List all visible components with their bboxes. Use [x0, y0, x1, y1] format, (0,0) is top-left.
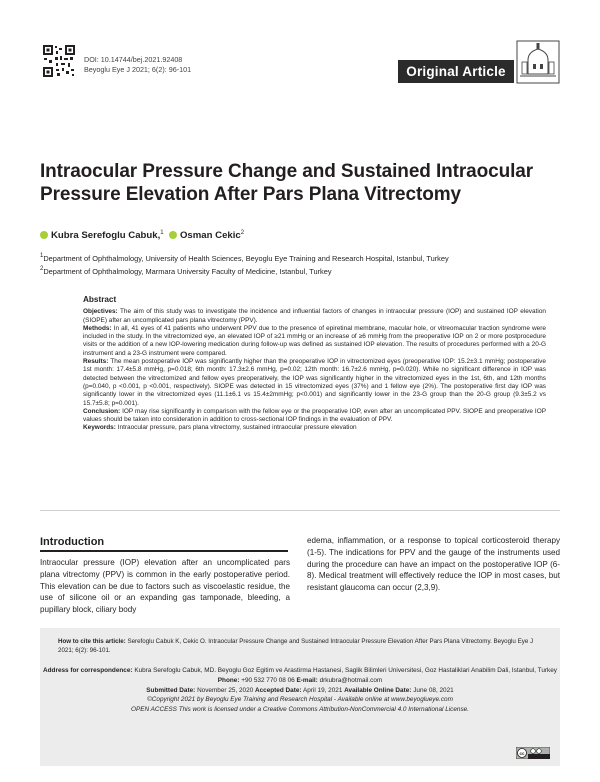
- article-type-badge: Original Article: [398, 60, 514, 83]
- author-sup: 2: [240, 230, 245, 236]
- article-title: Intraocular Pressure Change and Sustained Intraocular Pressure Elevation After Pars Plana Vitrectomy: [40, 161, 534, 205]
- abstract-keywords: [83, 424, 546, 432]
- abstract-divider: [40, 510, 560, 511]
- results-label: Results:: [83, 358, 109, 366]
- affiliation-text: Department of Ophthalmology, University of Health Sciences, Beyoglu Eye Training and Research Hospital, Istanbul, Turkey: [43, 254, 449, 263]
- online-date: June 08, 2021: [413, 686, 454, 694]
- abstract-conclusion: [83, 408, 546, 425]
- abstract-methods: [83, 325, 546, 358]
- author-name: Kubra Serefoglu Cabuk,: [51, 230, 161, 241]
- affiliation-sup: 1: [40, 253, 44, 259]
- citation: [58, 637, 546, 655]
- cite-label: How to cite this article:: [58, 638, 126, 645]
- objectives-label: Objectives:: [83, 308, 118, 316]
- methods-text: In all, 41 eyes of 41 patients who underwent PPV due to the presence of epiretinal membrane, macular hole, or vitreomacular traction syndrome were included in the study. In the vitrectomized eye, an elevated IOP of ≥21 mmHg or an increase of ≥6 mmHg from the preoperative IOP on 2 or more postprocedure visits or the addition of a new IOP-lowering medication during follow-up was defined as sustained IOP elevation. The results of procedures performed with a 20-G instrument and a 23-G instrument were compared.: [83, 324, 546, 357]
- orcid-icon[interactable]: [40, 231, 48, 239]
- objectives-text: The aim of this study was to investigate the incidence and influential factors of changes in intraocular pressure (IOP) and sustained IOP elevation (SIOPE) after an uncomplicated pars plana vitrectomy (PPV).: [83, 308, 546, 324]
- dates-line: [40, 686, 560, 696]
- journal-ref: Beyoglu Eye J 2021; 6(2): 96-101: [84, 65, 192, 74]
- corr-text: Kubra Serefoglu Cabuk, MD. Beyoglu Goz Egitim ve Arastirma Hastanesi, Saglik Bilimleri Universitesi, Goz Hastaliklari Anabilim Dali, Istanbul, Turkey: [134, 667, 557, 674]
- accepted-label: Accepted Date:: [254, 686, 302, 694]
- article-info-box: [40, 628, 560, 766]
- affiliation-sup: 2: [40, 266, 44, 272]
- correspondence-address: [40, 666, 560, 676]
- keywords-label: Keywords:: [83, 424, 116, 432]
- section-heading-rule: [40, 550, 288, 552]
- affiliations: [40, 251, 449, 277]
- abstract-heading: Abstract: [83, 295, 117, 304]
- accepted-date: April 19, 2021: [302, 686, 343, 694]
- affiliation-item: [40, 264, 449, 277]
- author-list: [40, 226, 244, 243]
- abstract-results: [83, 358, 546, 408]
- cite-text: Serefoglu Cabuk K, Cekic O. Intraocular Pressure Change and Sustained Intraocular Pressure Elevation After Pars Plana Vitrectomy. Beyoglu Eye J 2021; 6(2): 96-101.: [58, 638, 534, 654]
- orcid-icon[interactable]: [169, 231, 177, 239]
- submitted-date: November 25, 2020: [197, 686, 254, 694]
- affiliation-text: Department of Ophthalmology, Marmara University Faculty of Medicine, Istanbul, Turkey: [43, 267, 332, 276]
- abstract: [83, 296, 546, 433]
- author-sup: 1: [160, 230, 164, 236]
- contact-line: [40, 676, 560, 686]
- email[interactable]: drkubra@hotmail.com: [319, 676, 383, 684]
- svg-text:cc: cc: [519, 750, 525, 756]
- correspondence: [40, 666, 560, 715]
- conclusion-label: Conclusion:: [83, 407, 121, 415]
- author-name: Osman Cekic: [179, 230, 241, 241]
- body-column-right: edema, inflammation, or a response to topical corticosteroid therapy (1-5). The indications for PPV and the gauge of the instruments used during the procedure can have an impact on the postoperative IOP (6-8). Medical treatment will effectively reduce the IOP in most cases, but resistant glaucoma can occur (2,3,9).: [307, 536, 560, 593]
- results-text: The mean postoperative IOP was significantly higher than the preoperative IOP in vitrectomized eyes (preoperative IOP: 15.2±3.1 mmHg; postoperative 1st month: 17.4±5.8 mmHg, p=0.018; 6th month: 17.3±2.6 mmHg, p=0.02; 12th month: 16.7±2.6 mmHg, p=0.020). While no significant difference in IOP was detected between the vitrectomized and fellow eyes preoperatively, the IOP was significantly higher in the vitrectomized eyes in the 1st, 6th, and 12th months (p=0.040, p <0.001, p <0.001, respectively). SIOPE was detected in 15 vitrectomized eyes (37%) and 1 fellow eye (2%). The postoperative first day IOP was significantly lower in the vitrectomized eyes (11.1±6.1 vs 15.4±2mmHg; p<0.001) and significantly lower in the 23-G group than the 20-G group (9.3±5.2 vs 15.7±5.8; p=0.001).: [83, 358, 546, 407]
- body-column-left: Intraocular pressure (IOP) elevation after an uncomplicated pars plana vitrectomy (PPV) is common in the early postoperative period. This elevation can be due to factors such as viscoelastic residue, the use of silicone oil or an expanding gas tamponade, bleeding, a pupillary block, ciliary body: [40, 558, 290, 615]
- doi-block: [84, 55, 191, 75]
- affiliation-item: [40, 251, 449, 264]
- methods-label: Methods:: [83, 324, 112, 332]
- abstract-objectives: [83, 308, 546, 325]
- section-heading-introduction: Introduction: [40, 536, 105, 548]
- submitted-label: Submitted Date:: [146, 686, 196, 694]
- qr-code-icon: [42, 44, 76, 78]
- cc-by-nc-icon[interactable]: [516, 747, 550, 759]
- license-text: OPEN ACCESS This work is licensed under a Creative Commons Attribution-NonCommercial 4.0 International License.: [130, 706, 469, 714]
- email-label: E-mail:: [296, 676, 318, 684]
- online-label: Available Online Date:: [344, 686, 412, 694]
- corr-label: Address for correspondence:: [43, 667, 133, 674]
- keywords-text: Intraocular pressure, pars plana vitrectomy, sustained intraocular pressure elevation: [117, 424, 357, 432]
- phone: +90 532 770 08 06: [241, 676, 295, 684]
- doi[interactable]: DOI: 10.14744/bej.2021.92408: [84, 55, 183, 64]
- phone-label: Phone:: [217, 676, 240, 684]
- conclusion-text: IOP may rise significantly in comparison with the fellow eye or the preoperative IOP, even after an uncomplicated PPV. SIOPE and preoperative IOP values should be taken into consideration in addition to cross-sectional IOP findings in the evaluation of PPV.: [83, 407, 546, 424]
- copyright: ©Copyright 2021 by Beyoglu Eye Training and Research Hospital - Available online at www.beyoglueye.com: [147, 696, 453, 704]
- hospital-logo-icon: [516, 40, 560, 84]
